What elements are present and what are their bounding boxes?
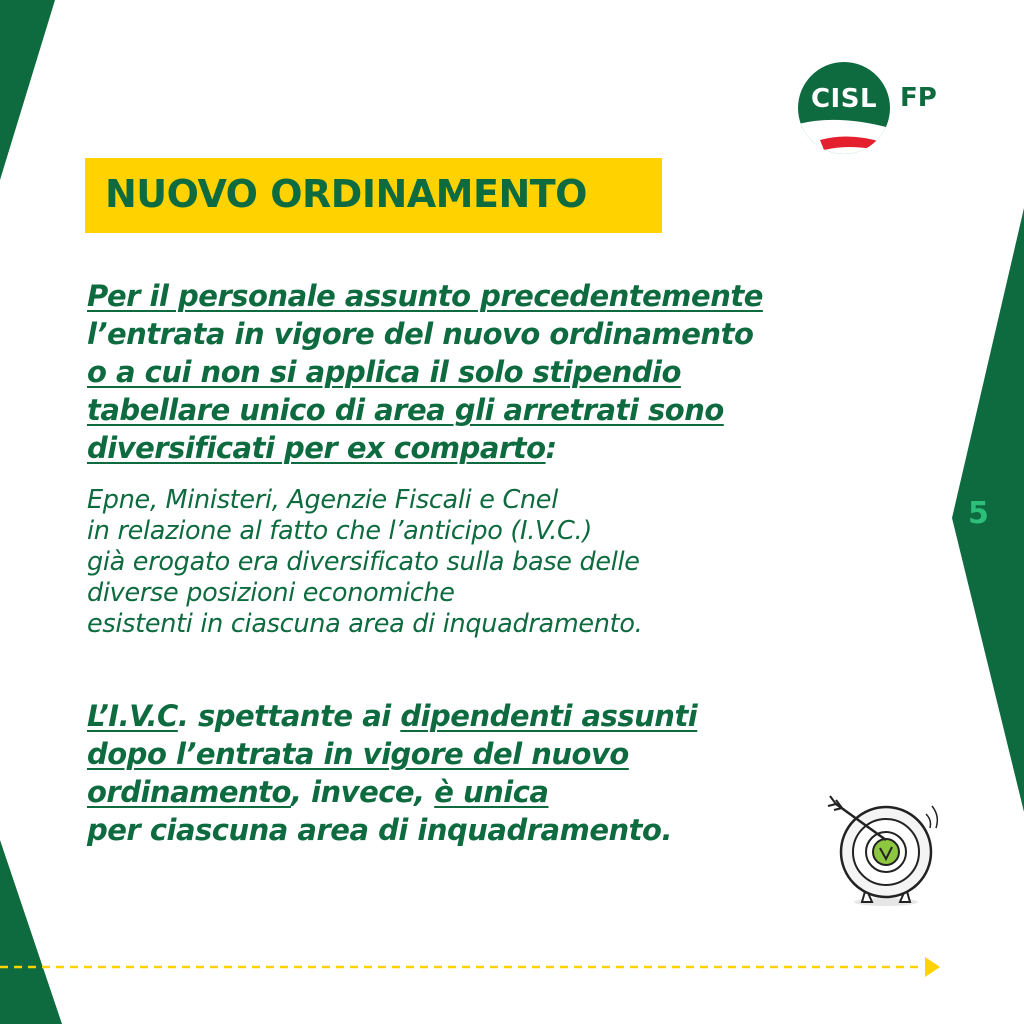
- p2-line-4: diverse posizioni economiche: [87, 578, 455, 608]
- p3-segment-2: . spettante ai: [177, 699, 401, 733]
- p3-segment-6: , invece,: [290, 775, 435, 809]
- left-bottom-band: [0, 840, 62, 1024]
- logo-flag-icon: [798, 62, 890, 154]
- paragraph-1: [87, 277, 917, 467]
- p1-segment-6: :: [545, 431, 557, 465]
- page-number: 5: [968, 496, 989, 531]
- p3-segment-5: ordinamento: [87, 775, 291, 809]
- logo-suffix: FP: [900, 83, 937, 113]
- p1-segment-4: tabellare unico di area gli arretrati sono: [87, 393, 724, 427]
- paragraph-2: [87, 485, 917, 640]
- left-top-band: [0, 0, 55, 180]
- p2-line-5: esistenti in ciascuna area di inquadramento.: [87, 609, 643, 639]
- p1-segment-5: diversificati per ex comparto: [87, 431, 546, 465]
- paragraph-3: [87, 697, 887, 849]
- cisl-fp-logo: [798, 62, 948, 154]
- p3-segment-7: è unica: [434, 775, 549, 809]
- p1-segment-1: Per il personale assunto precedentemente: [87, 279, 763, 313]
- logo-text: CISL: [810, 84, 878, 114]
- p2-line-2: in relazione al fatto che l’anticipo (I.V.C.): [87, 516, 592, 546]
- logo-circle: [798, 62, 890, 154]
- dashed-arrow-icon: [0, 955, 1024, 979]
- p3-segment-4: dopo l’entrata in vigore del nuovo: [87, 737, 629, 771]
- p3-segment-3: dipendenti assunti: [400, 699, 698, 733]
- p2-line-1: Epne, Ministeri, Agenzie Fiscali e Cnel: [87, 485, 558, 515]
- p3-segment-8: per ciascuna area di inquadramento.: [87, 813, 672, 847]
- p1-segment-2: l’entrata in vigore del nuovo ordinamento: [87, 317, 754, 351]
- page-title: NUOVO ORDINAMENTO: [105, 172, 587, 216]
- target-with-arrow-icon: [826, 790, 946, 910]
- title-banner: [85, 158, 662, 233]
- p3-segment-1: L’I.V.C: [87, 699, 178, 733]
- p1-segment-3: o a cui non si applica il solo stipendio: [87, 355, 681, 389]
- p2-line-3: già erogato era diversificato sulla base delle: [87, 547, 640, 577]
